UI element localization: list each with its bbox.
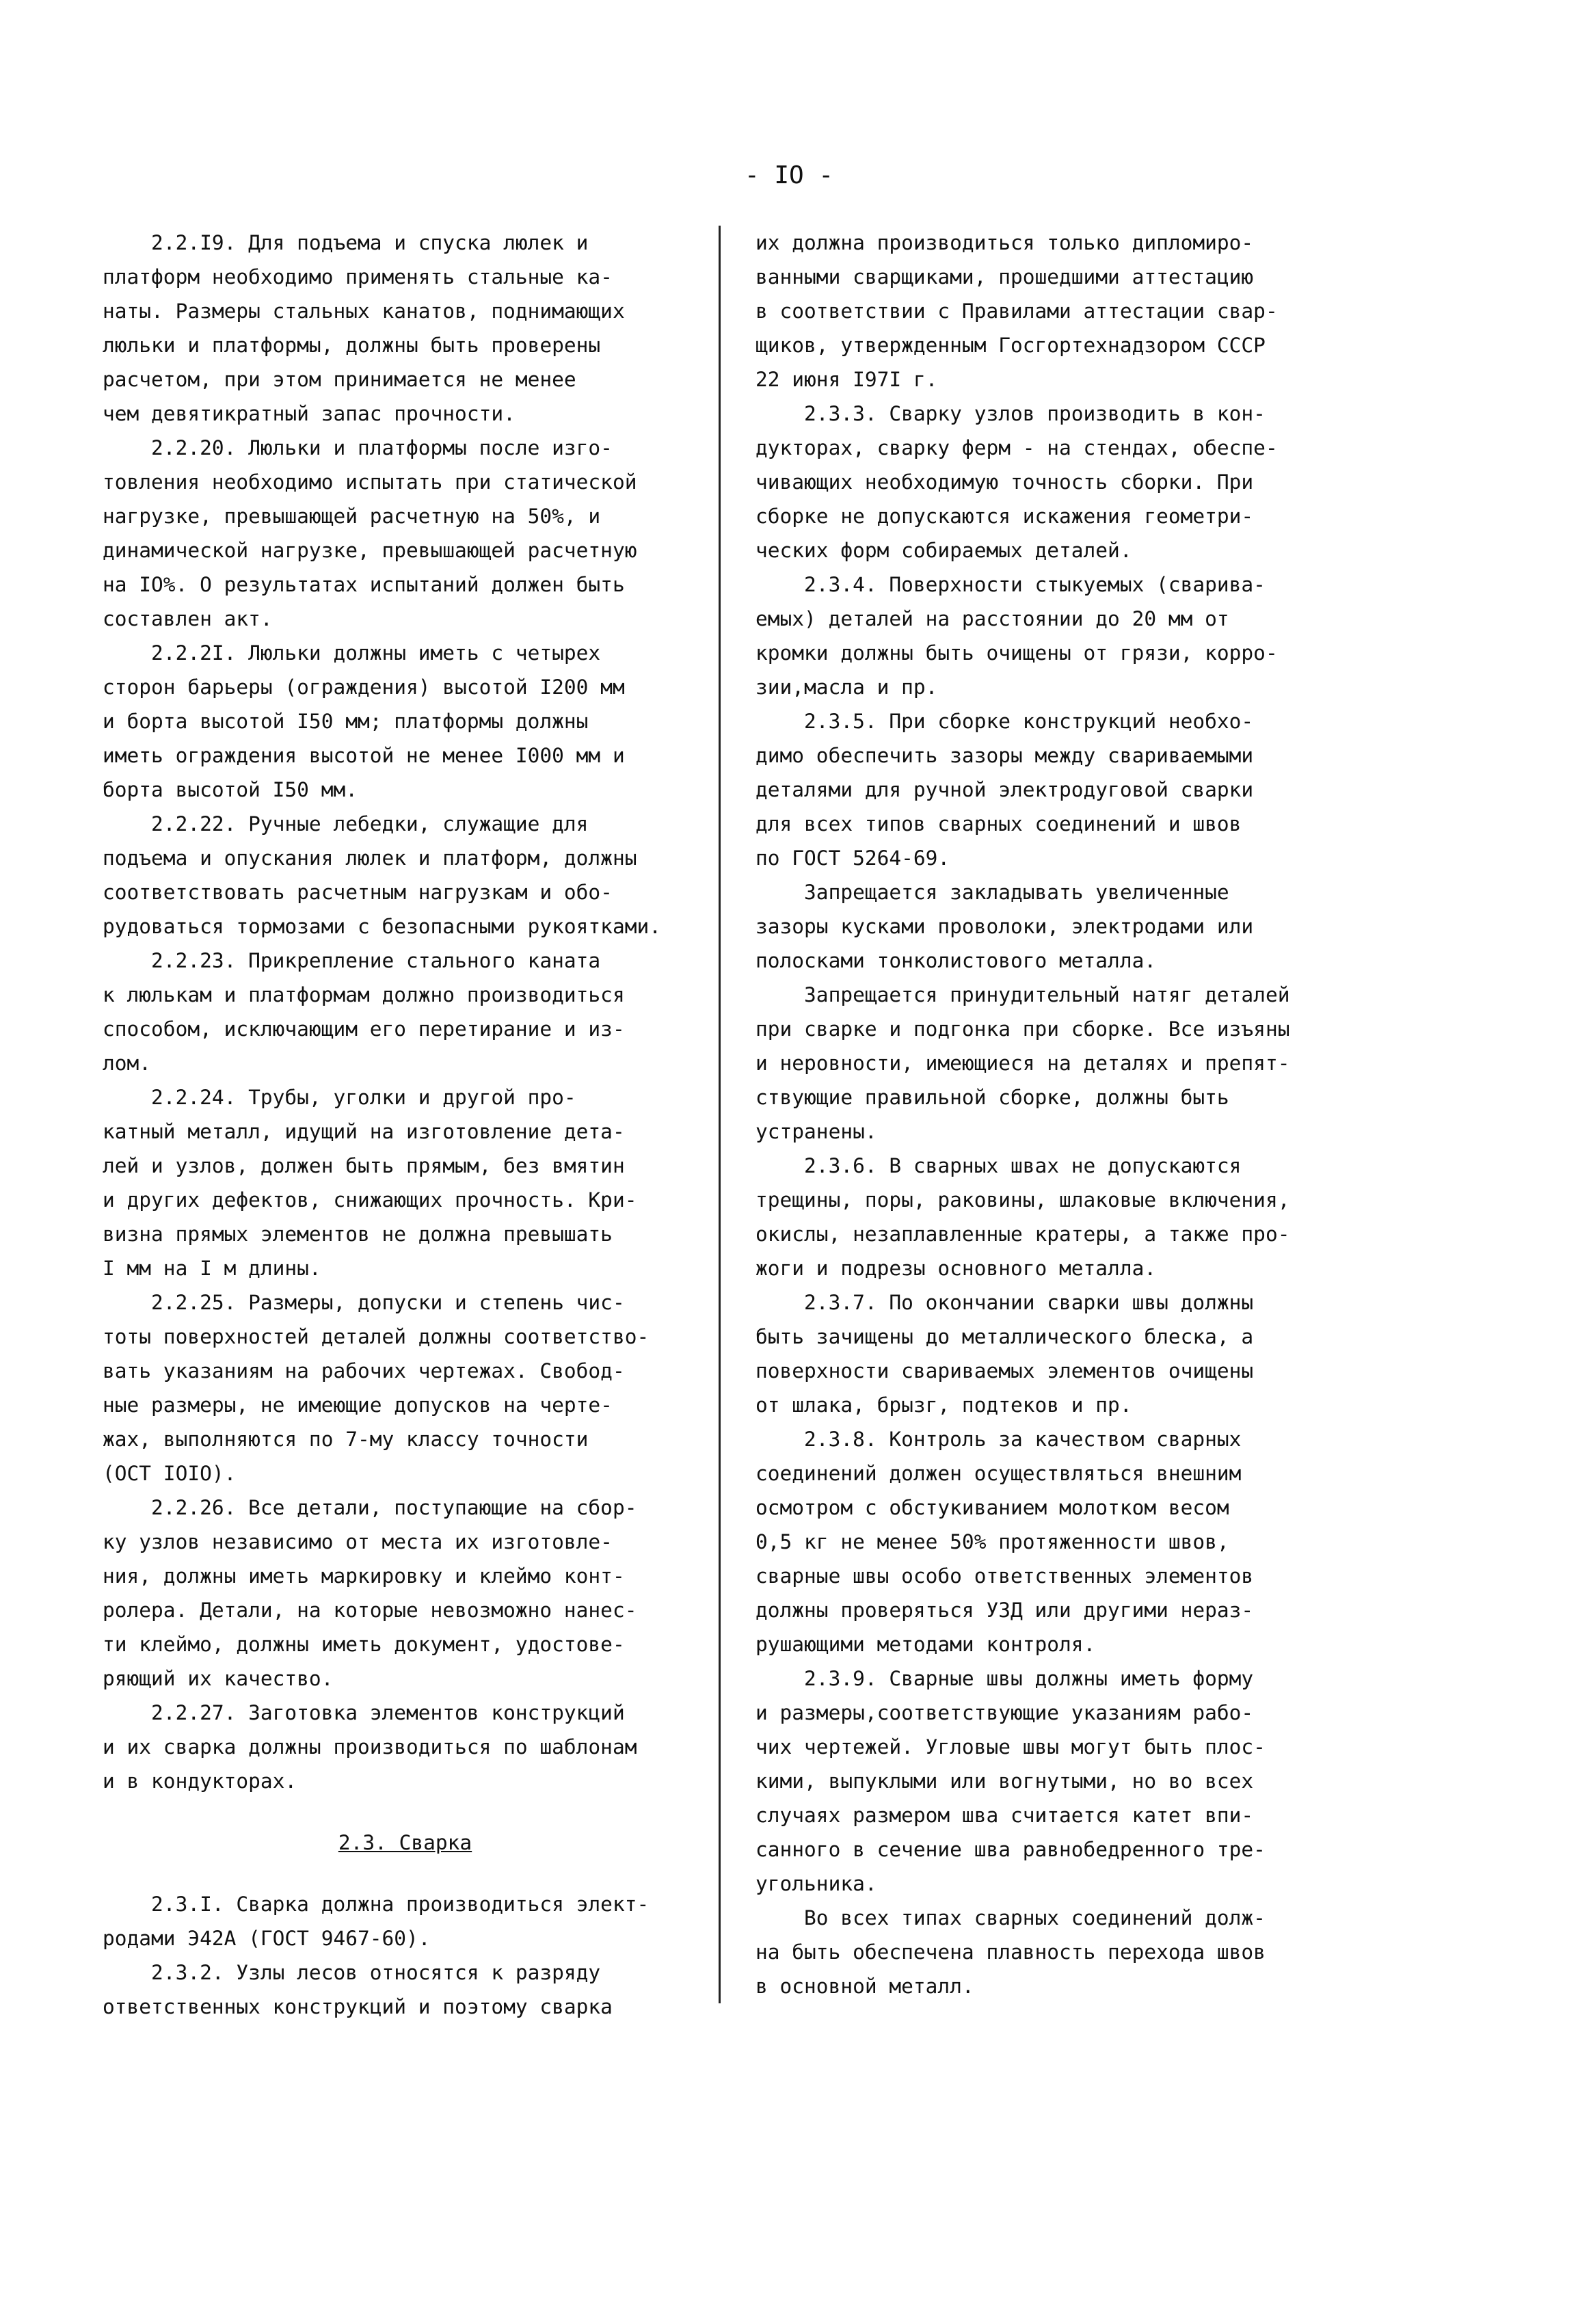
text-line: на быть обеспечена плавность перехода швов — [755, 1940, 1266, 1964]
text-line: в соответствии с Правилами аттестации свар- — [755, 299, 1278, 323]
text-line: ческих форм собираемых деталей. — [755, 539, 1132, 562]
text-line: емых) деталей на расстоянии до 20 мм от — [755, 607, 1229, 630]
paragraph — [755, 397, 1385, 567]
text-line: 2.2.I9. Для подъема и спуска люлек и — [103, 231, 589, 254]
paragraph — [103, 1285, 708, 1491]
text-line: сварные швы особо ответственных элементов — [755, 1564, 1254, 1588]
text-line: 2.2.23. Прикрепление стального каната — [103, 949, 601, 972]
text-line: зии,масла и пр. — [755, 676, 938, 699]
text-line: должны проверяться УЗД или другими нераз- — [755, 1599, 1254, 1622]
text-line: их должна производиться только дипломиро- — [755, 231, 1254, 254]
paragraph — [755, 1149, 1385, 1285]
text-line: Запрещается закладывать увеличенные — [755, 881, 1229, 904]
text-line: соответствовать расчетным нагрузкам и обо- — [103, 881, 613, 904]
paragraph — [755, 1661, 1385, 1901]
text-line: ванными сварщиками, прошедшими аттестацию — [755, 265, 1254, 289]
text-line: по ГОСТ 5264-69. — [755, 846, 950, 870]
text-line: товления необходимо испытать при статической — [103, 470, 637, 494]
paragraph — [755, 567, 1385, 704]
text-line: 2.3.9. Сварные швы должны иметь форму — [755, 1667, 1254, 1690]
text-line: визна прямых элементов не должна превышать — [103, 1223, 613, 1246]
text-line: платформ необходимо применять стальные ка- — [103, 265, 613, 289]
text-line: тоты поверхностей деталей должны соответство- — [103, 1325, 650, 1348]
text-line: 2.3.6. В сварных швах не допускаются — [755, 1154, 1242, 1177]
paragraph — [755, 226, 1385, 397]
text-line: и борта высотой I50 мм; платформы должны — [103, 710, 589, 733]
paragraph — [755, 704, 1385, 875]
text-line: и неровности, имеющиеся на деталях и препят- — [755, 1052, 1290, 1075]
text-line: 2.3.2. Узлы лесов относятся к разряду — [103, 1961, 601, 1984]
text-line: и их сварка должны производиться по шаблонам — [103, 1735, 637, 1759]
text-line: чих чертежей. Угловые швы могут быть плос- — [755, 1735, 1266, 1759]
text-line: устранены. — [755, 1120, 877, 1143]
text-line: 22 июня I97I г. — [755, 368, 938, 391]
section-heading: 2.3. Сварка — [338, 1831, 472, 1854]
text-line: способом, исключающим его перетирание и из- — [103, 1017, 625, 1041]
text-line: быть зачищены до металлического блеска, а — [755, 1325, 1254, 1348]
paragraph — [103, 431, 708, 636]
text-line: осмотром с обстукиванием молотком весом — [755, 1496, 1229, 1519]
text-line: составлен акт. — [103, 607, 273, 630]
text-line: вать указаниям на рабочих чертежах. Свобод- — [103, 1359, 625, 1383]
text-line: рушающими методами контроля. — [755, 1633, 1096, 1656]
text-line: поверхности свариваемых элементов очищены — [755, 1359, 1254, 1383]
text-line: санного в сечение шва равнобедренного тре- — [755, 1838, 1266, 1861]
paragraph — [755, 1285, 1385, 1422]
text-line: сборке не допускаются искажения геометри- — [755, 505, 1254, 528]
text-line: 2.2.27. Заготовка элементов конструкций — [103, 1701, 625, 1724]
text-line: 2.3.4. Поверхности стыкуемых (сварива- — [755, 573, 1266, 596]
paragraph — [103, 807, 708, 944]
paragraph — [103, 1491, 708, 1696]
text-line: 2.3.3. Сварку узлов производить в кон- — [755, 402, 1266, 425]
text-line: деталями для ручной электродуговой сварки — [755, 778, 1254, 801]
text-line: и размеры,соответствующие указаниям рабо- — [755, 1701, 1254, 1724]
text-line: и других дефектов, снижающих прочность. Кри- — [103, 1188, 637, 1212]
text-line: 2.2.25. Размеры, допуски и степень чис- — [103, 1291, 625, 1314]
text-line: в основной металл. — [755, 1975, 974, 1998]
text-line: нагрузке, превышающей расчетную на 50%, и — [103, 505, 601, 528]
text-line: полосками тонколистового металла. — [755, 949, 1157, 972]
text-line: ствующие правильной сборке, должны быть — [755, 1086, 1229, 1109]
text-line: динамической нагрузке, превышающей расчетную — [103, 539, 637, 562]
page-number: - IO - — [744, 161, 834, 189]
text-line: 2.3.I. Сварка должна производиться элект- — [103, 1893, 650, 1916]
text-line: лей и узлов, должен быть прямым, без вмятин — [103, 1154, 625, 1177]
text-line: 2.3.7. По окончании сварки швы должны — [755, 1291, 1254, 1314]
text-line: 2.2.26. Все детали, поступающие на сбор- — [103, 1496, 637, 1519]
text-line: на IO%. О результатах испытаний должен быть — [103, 573, 625, 596]
column-divider — [719, 226, 721, 2003]
text-line: окислы, незаплавленные кратеры, а также про- — [755, 1223, 1290, 1246]
text-line: чивающих необходимую точность сборки. При — [755, 470, 1254, 494]
text-line: 2.2.20. Люльки и платформы после изго- — [103, 436, 613, 459]
text-line: катный металл, идущий на изготовление дета- — [103, 1120, 625, 1143]
text-line: ответственных конструкций и поэтому сварка — [103, 1995, 613, 2018]
text-line: ные размеры, не имеющие допусков на черте- — [103, 1393, 613, 1417]
text-line: 2.2.24. Трубы, уголки и другой про- — [103, 1086, 576, 1109]
text-line: 2.2.22. Ручные лебедки, служащие для — [103, 812, 589, 836]
text-line: кими, выпуклыми или вогнутыми, но во всех — [755, 1769, 1254, 1793]
text-line: 0,5 кг не менее 50% протяженности швов, — [755, 1530, 1229, 1553]
paragraph — [103, 1080, 708, 1285]
paragraph — [755, 875, 1385, 978]
text-line: жах, выполняются по 7-му классу точности — [103, 1428, 589, 1451]
text-line: 2.3.8. Контроль за качеством сварных — [755, 1428, 1242, 1451]
text-line: для всех типов сварных соединений и швов — [755, 812, 1242, 836]
text-line: ку узлов независимо от места их изготовле- — [103, 1530, 613, 1553]
paragraph — [103, 1696, 708, 1798]
text-line: димо обеспечить зазоры между свариваемыми — [755, 744, 1254, 767]
text-line: ряющий их качество. — [103, 1667, 334, 1690]
paragraph — [103, 1955, 708, 2024]
text-line: дукторах, сварку ферм - на стендах, обеспе- — [755, 436, 1278, 459]
text-line: родами Э42А (ГОСТ 9467-60). — [103, 1927, 431, 1950]
text-line: при сварке и подгонка при сборке. Все изъяны — [755, 1017, 1290, 1041]
text-line: и в кондукторах. — [103, 1769, 297, 1793]
text-line: подъема и опускания люлек и платформ, должны — [103, 846, 637, 870]
paragraph — [103, 226, 708, 431]
paragraph — [755, 1422, 1385, 1661]
text-line: I мм на I м длины. — [103, 1257, 321, 1280]
text-line: ролера. Детали, на которые невозможно нанес- — [103, 1599, 637, 1622]
text-line: иметь ограждения высотой не менее I000 мм и — [103, 744, 625, 767]
text-line: рудоваться тормозами с безопасными рукоятками. — [103, 915, 661, 938]
text-line: трещины, поры, раковины, шлаковые включения, — [755, 1188, 1290, 1212]
text-line: угольника. — [755, 1872, 877, 1895]
text-line: случаях размером шва считается катет впи- — [755, 1804, 1254, 1827]
text-line: ния, должны иметь маркировку и клеймо конт- — [103, 1564, 625, 1588]
paragraph — [755, 978, 1385, 1149]
paragraph — [103, 1887, 708, 1955]
text-line: (ОСТ IOIO). — [103, 1462, 237, 1485]
text-line: люльки и платформы, должны быть проверены — [103, 334, 601, 357]
text-line: наты. Размеры стальных канатов, поднимающих — [103, 299, 625, 323]
right-column — [755, 226, 1385, 2003]
text-line: щиков, утвержденным Госгортехнадзором СССР — [755, 334, 1266, 357]
text-line: чем девятикратный запас прочности. — [103, 402, 516, 425]
text-line: Запрещается принудительный натяг деталей — [755, 983, 1290, 1006]
text-line: расчетом, при этом принимается не менее — [103, 368, 576, 391]
text-line: 2.3.5. При сборке конструкций необхо- — [755, 710, 1254, 733]
text-line: ти клеймо, должны иметь документ, удостове- — [103, 1633, 625, 1656]
text-line: кромки должны быть очищены от грязи, корро- — [755, 641, 1278, 665]
text-line: зазоры кусками проволоки, электродами или — [755, 915, 1254, 938]
text-line: лом. — [103, 1052, 152, 1075]
text-line: жоги и подрезы основного металла. — [755, 1257, 1157, 1280]
text-line: Во всех типах сварных соединений долж- — [755, 1906, 1266, 1929]
paragraph — [103, 944, 708, 1080]
left-column — [103, 226, 708, 2024]
text-line: соединений должен осуществляться внешним — [755, 1462, 1242, 1485]
text-line: борта высотой I50 мм. — [103, 778, 358, 801]
text-line: сторон барьеры (ограждения) высотой I200 мм — [103, 676, 625, 699]
paragraph — [755, 1901, 1385, 2003]
paragraph — [103, 636, 708, 807]
text-line: 2.2.2I. Люльки должны иметь с четырех — [103, 641, 601, 665]
text-line: от шлака, брызг, подтеков и пр. — [755, 1393, 1132, 1417]
text-line: к люлькам и платформам должно производиться — [103, 983, 625, 1006]
